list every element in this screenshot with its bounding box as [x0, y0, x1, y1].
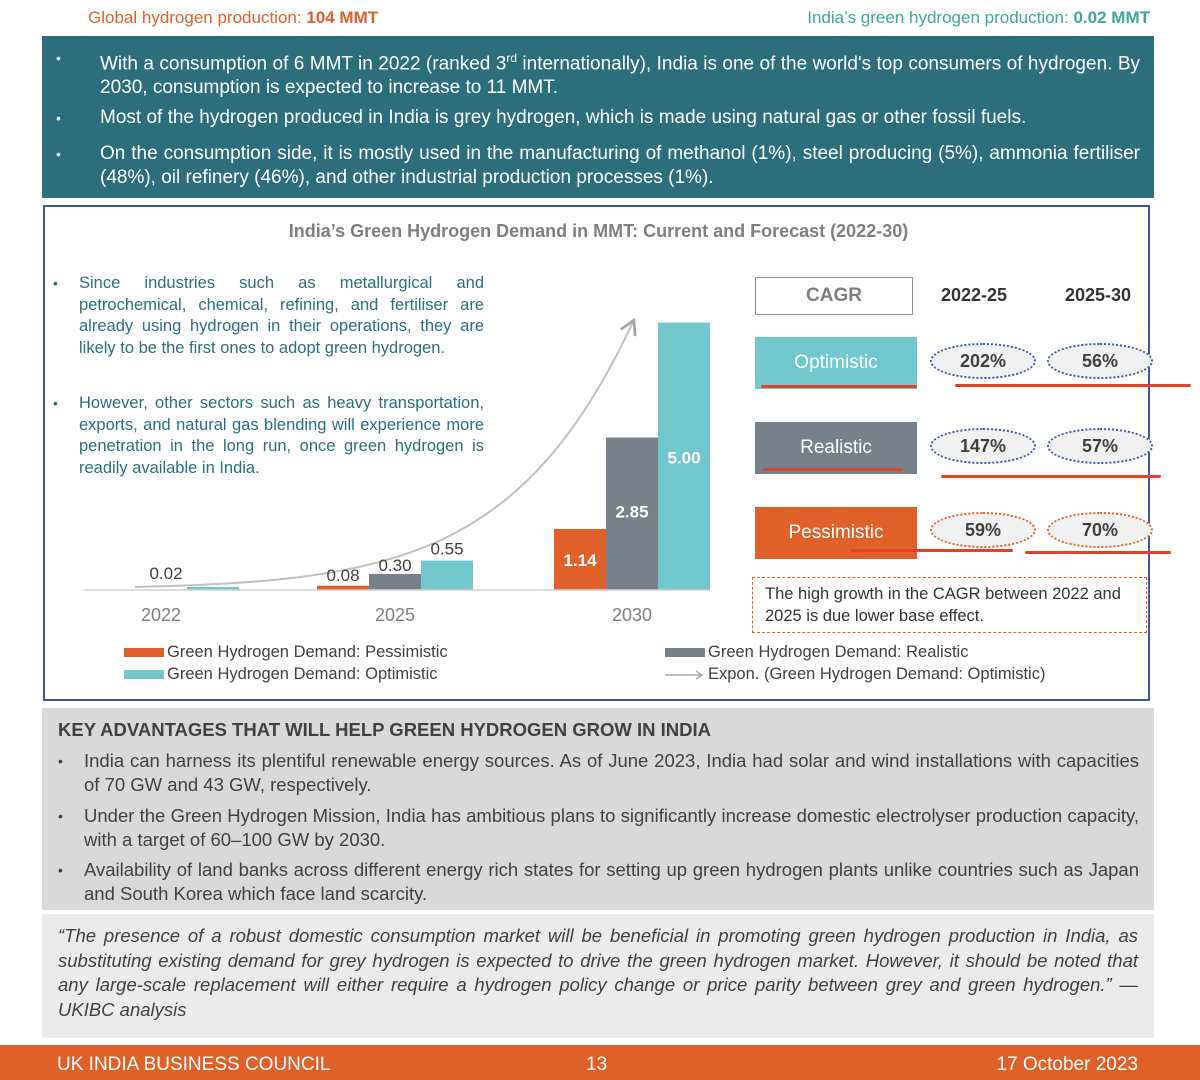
intro-box	[42, 36, 1154, 198]
underline-mark	[941, 475, 1161, 478]
chart-title: India’s Green Hydrogen Demand in MMT: Current and Forecast (2022-30)	[288, 221, 909, 241]
bullet-marker: •	[56, 50, 61, 66]
chart-panel-bullet-2	[53, 393, 484, 479]
global-production-value: 104 MMT	[306, 8, 379, 27]
legend-label-realistic: Green Hydrogen Demand: Realistic	[708, 643, 969, 661]
bullet-marker: •	[58, 753, 63, 769]
cagr-realistic-2022-25: 147%	[930, 428, 1036, 464]
legend-swatch-realistic	[665, 648, 705, 657]
legend-swatch-optimistic	[124, 670, 164, 679]
cagr-realistic-2025-30: 57%	[1047, 428, 1153, 464]
legend-item-realistic	[665, 643, 968, 662]
data-label-2025-2: 0.30	[378, 555, 412, 575]
cagr-note: The high growth in the CAGR between 2022 and 2025 is due lower base effect.	[752, 577, 1147, 633]
global-production-label: Global hydrogen production:	[88, 8, 302, 27]
advantage-bullet-1-text: India can harness its plentiful renewable energy sources. As of June 2023, India had solar and wind installations with capacities of 70 GW and 43 GW, respectively.	[84, 750, 1139, 795]
advantage-bullet-2-text: Under the Green Hydrogen Mission, India has ambitious plans to significantly increase domestic electrolyser production capacity, with a target of 60–100 GW by 2030.	[84, 805, 1139, 850]
intro-bullet-1-text-b: internationally), India is one of the world's top consumers of hydrogen. By 2030, consumption is expected to increase to 11 MMT.	[100, 53, 1140, 99]
data-label-2025-3: 0.55	[430, 539, 464, 559]
data-label-2030-3: 5.00	[667, 448, 701, 468]
advantage-bullet-3	[58, 858, 1139, 906]
bullet-marker: •	[53, 275, 58, 291]
underline-mark	[851, 549, 1013, 552]
cagr-period-2025-30: 2025-30	[1065, 285, 1132, 305]
legend-swatch-pessimistic	[124, 648, 164, 657]
bullet-marker: •	[58, 808, 63, 824]
cagr-pessimistic-2022-25: 59%	[930, 512, 1036, 548]
intro-bullet-1-text-a: With a consumption of 6 MMT in 2022 (ranked 3	[100, 53, 507, 75]
bullet-marker: •	[56, 110, 61, 126]
bar-2025-realistic	[369, 574, 421, 590]
scenario-realistic: Realistic	[755, 422, 917, 474]
cagr-optimistic-2022-25: 202%	[930, 343, 1036, 379]
analysis-quote: “The presence of a robust domestic consumption market will be beneficial in promoting green hydrogen production in India, as substituting existing demand for grey hydrogen is expected to drive the green hydrogen market. However, it should be noted that any large-scale replacement will either require a hydrogen policy change or price parity between grey and green hydrogen.” — UKIBC analysis	[58, 925, 1138, 1020]
page-footer	[0, 1045, 1200, 1080]
legend-label-optimistic: Green Hydrogen Demand: Optimistic	[167, 665, 438, 683]
bar-2025-optimistic	[421, 561, 473, 590]
india-production-label: India’s green hydrogen production:	[807, 8, 1069, 27]
intro-bullet-2	[56, 106, 1140, 130]
intro-bullet-3	[56, 142, 1140, 190]
underline-mark	[955, 384, 1191, 387]
chart-panel-bullet-2-text: However, other sectors such as heavy transportation, exports, and natural gas blending will experience more penetration in the long run, once green hydrogen is readily available in India.	[79, 394, 484, 477]
intro-bullet-1	[56, 46, 1140, 100]
advantages-box	[42, 708, 1154, 910]
chart-panel-bullet-1-text: Since industries such as metallurgical and petrochemical, chemical, refining, and fertiliser are already using hydrogen in their operations, they are likely to be the first ones to adopt green hydrogen.	[79, 274, 484, 357]
x-tick-2030: 2030	[611, 605, 653, 625]
advantage-bullet-3-text: Availability of land banks across different energy rich states for setting up green hydrogen plants unlike countries such as Japan and South Korea which face land scarcity.	[84, 859, 1139, 904]
data-label-2025-1: 0.08	[326, 566, 360, 585]
cagr-optimistic-2025-30: 56%	[1047, 343, 1153, 379]
cagr-pessimistic-2025-30: 70%	[1047, 512, 1153, 548]
footer-date: 17 October 2023	[996, 1054, 1138, 1075]
data-label-2030-1: 1.14	[563, 551, 597, 571]
legend-label-trendline: Expon. (Green Hydrogen Demand: Optimistic)	[708, 665, 1046, 683]
legend-arrow-icon	[665, 670, 705, 680]
intro-bullet-1-sup: rd	[506, 51, 517, 65]
bullet-marker: •	[56, 146, 61, 162]
advantage-bullet-2	[58, 804, 1139, 852]
x-tick-2025: 2025	[374, 605, 416, 625]
underline-mark	[1025, 551, 1171, 554]
legend-item-pessimistic	[124, 643, 448, 662]
x-tick-2022: 2022	[140, 605, 182, 625]
india-production-value: 0.02 MMT	[1073, 8, 1150, 27]
legend-item-optimistic	[124, 665, 438, 684]
scenario-optimistic: Optimistic	[755, 337, 917, 389]
underline-mark	[763, 468, 903, 471]
scenario-pessimistic: Pessimistic	[755, 507, 917, 559]
advantage-bullet-1	[58, 749, 1139, 797]
bullet-marker: •	[58, 862, 63, 878]
advantages-title: KEY ADVANTAGES THAT WILL HELP GREEN HYDROGEN GROW IN INDIA	[58, 719, 712, 740]
intro-bullet-2-text: Most of the hydrogen produced in India is grey hydrogen, which is made using natural gas or other fossil fuels.	[100, 107, 1027, 128]
quote-box	[42, 914, 1154, 1038]
global-production-stat	[88, 8, 378, 28]
legend-item-trendline	[665, 665, 1045, 684]
footer-page-number: 13	[586, 1054, 608, 1075]
footer-org: UK INDIA BUSINESS COUNCIL	[57, 1054, 331, 1075]
cagr-header: CAGR	[755, 277, 913, 315]
underline-mark	[761, 385, 917, 388]
cagr-period-2022-25: 2022-25	[941, 285, 1008, 305]
intro-bullet-3-text: On the consumption side, it is mostly used in the manufacturing of methanol (1%), steel producing (5%), ammonia fertiliser (48%), oil refinery (46%), and other industrial production processes (1%).	[100, 143, 1140, 188]
data-label-2022-3: 0.02	[149, 564, 183, 583]
data-label-2030-2: 2.85	[615, 502, 649, 522]
legend-label-pessimistic: Green Hydrogen Demand: Pessimistic	[167, 643, 448, 661]
india-production-stat	[807, 8, 1150, 28]
chart-panel-bullet-1	[53, 273, 484, 359]
bullet-marker: •	[53, 395, 58, 411]
chart-panel	[43, 205, 1150, 701]
